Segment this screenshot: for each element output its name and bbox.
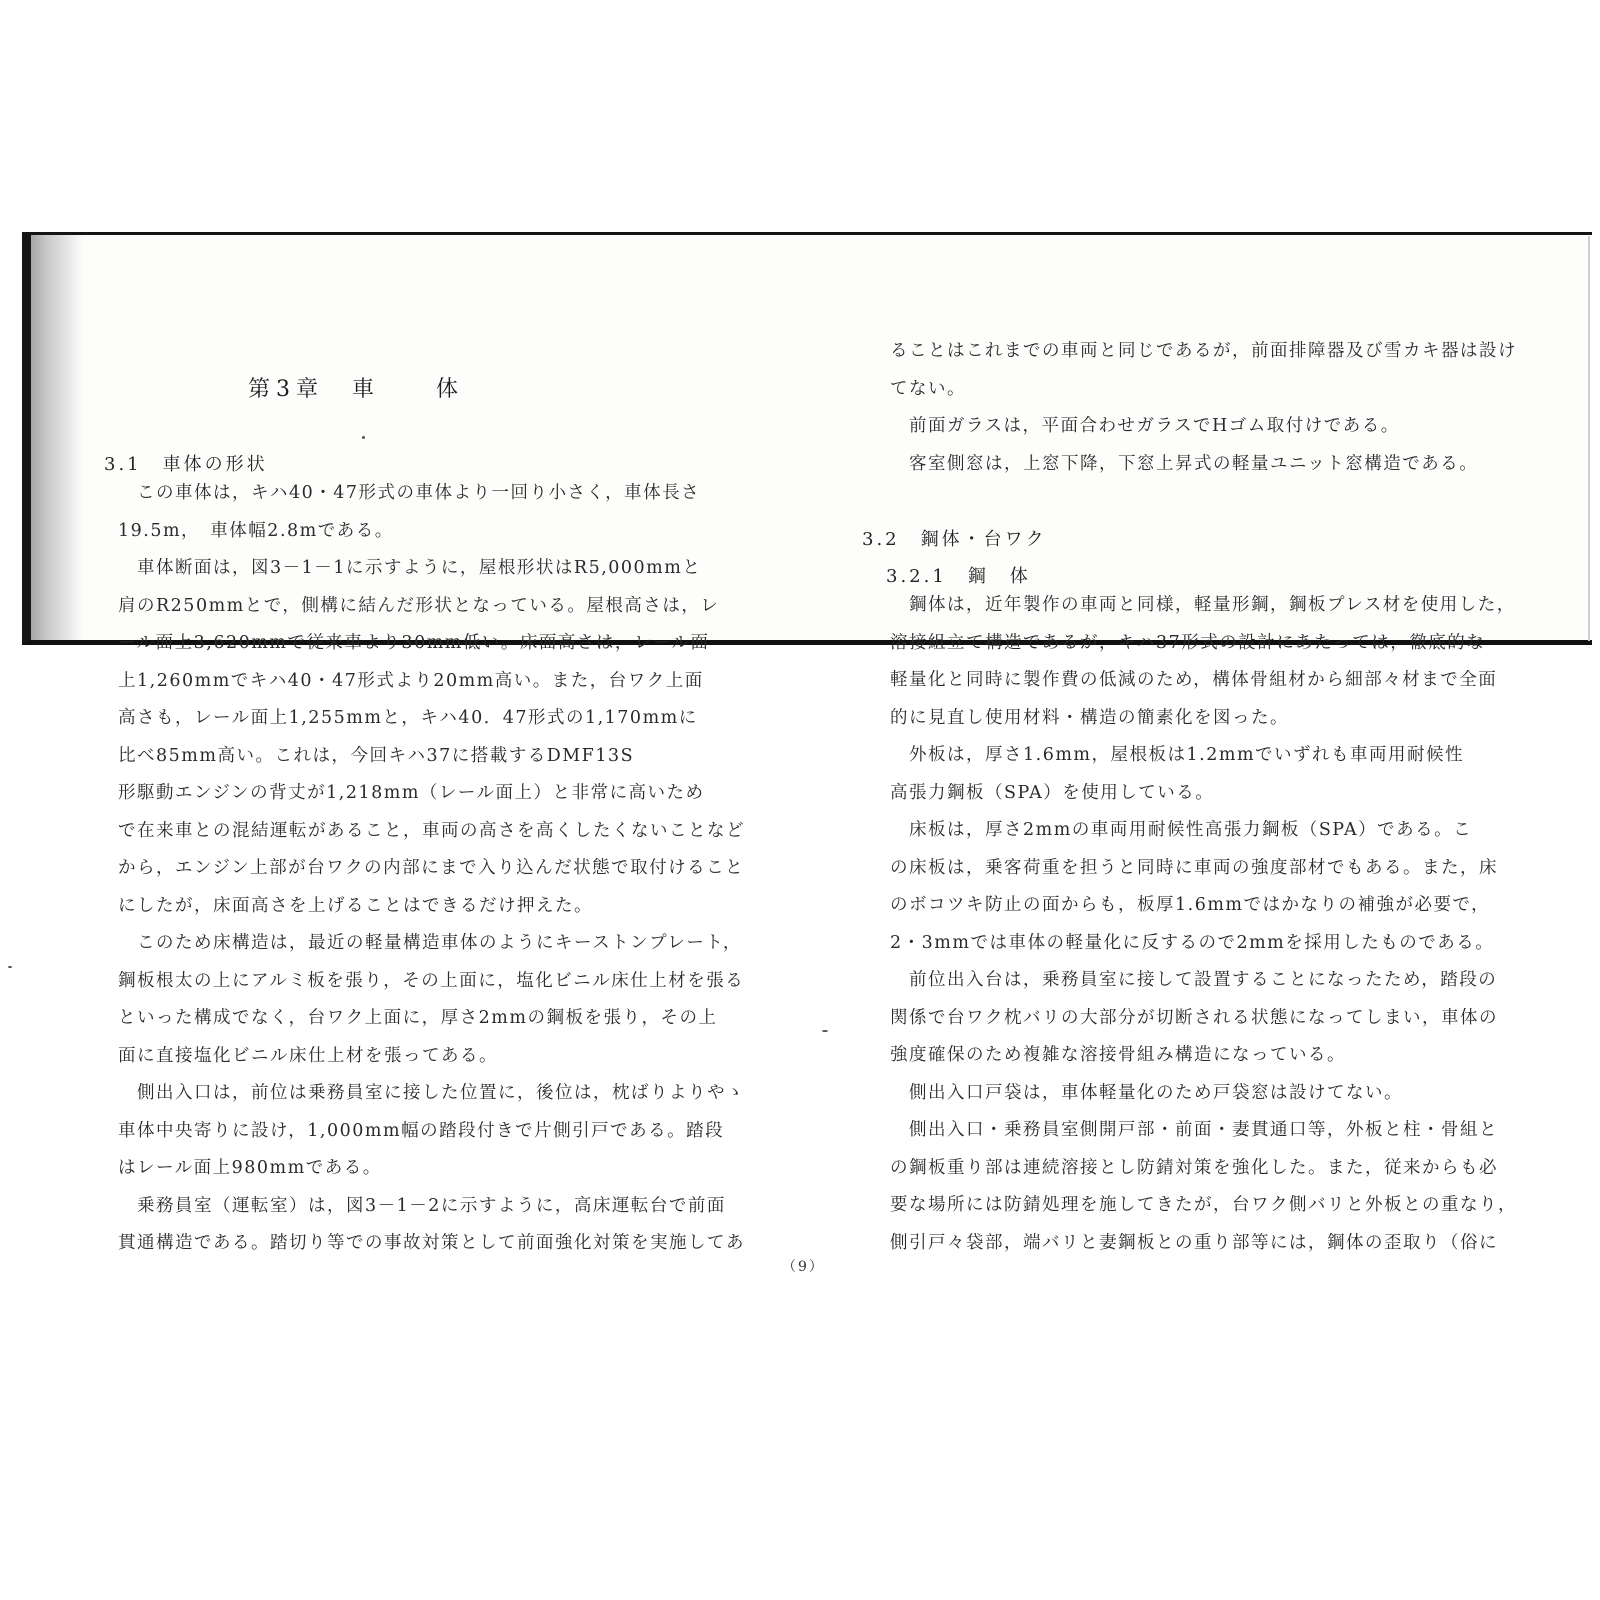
- text-line: 鋼板根太の上にアルミ板を張り，その上面に，塩化ビニル床仕上材を張る: [118, 970, 745, 991]
- text-line: 車体中央寄りに設け，1,000mm幅の踏段付きで片側引戸である。踏段: [118, 1120, 725, 1141]
- scan-speck: [362, 436, 365, 439]
- text-line: 側出入口戸袋は，車体軽量化のため戸袋窓は設けてない。: [890, 1082, 1403, 1103]
- text-line: 高さも，レール面上1,255mmと，キハ40．47形式の1,170mmに: [118, 708, 698, 728]
- left-page-body: [118, 475, 745, 1263]
- text-line: 的に見直し使用材料・構造の簡素化を図った。: [890, 707, 1289, 728]
- text-line: 前面ガラスは，平面合わせガラスでHゴム取付けである。: [890, 416, 1400, 436]
- chapter-title: 第3章 車 体: [248, 377, 464, 402]
- right-page-intro: [890, 333, 1517, 483]
- text-line: 貫通構造である。踏切り等での事故対策として前面強化対策を実施してあ: [118, 1233, 745, 1253]
- text-line: ることはこれまでの車両と同じであるが，前面排障器及び雪カキ器は設け: [890, 341, 1517, 361]
- text-line: 関係で台ワク枕バリの大部分が切断される状態になってしまい，車体の: [890, 1007, 1498, 1028]
- text-line: 要な場所には防錆処理を施してきたが，台ワク側バリと外板との重なり，: [890, 1195, 1517, 1215]
- page-number: （9）: [782, 1259, 825, 1275]
- text-line: で在来車との混結運転があること，車両の高さを高くしたくないことなど: [118, 820, 745, 841]
- page-edge: [1588, 236, 1590, 641]
- text-line: 客室側窓は，上窓下降，下窓上昇式の軽量ユニット窓構造である。: [890, 453, 1479, 474]
- text-line: 床板は，厚さ2mmの車両用耐候性高張力鋼板（SPA）である。こ: [890, 820, 1473, 840]
- subsection-title-3-2-1: 3.2.1 鋼 体: [886, 566, 1031, 587]
- text-line: 溶接組立て構造であるが，キハ37形式の設計にあたっては，徹底的な: [890, 632, 1486, 653]
- section-title-3-1: 3.1 車体の形状: [104, 454, 268, 475]
- text-line: てない。: [890, 378, 966, 399]
- text-line: 前位出入台は，乗務員室に接して設置することになったため，踏段の: [890, 970, 1498, 990]
- text-line: 19.5m， 車体幅2.8mである。: [118, 520, 394, 541]
- text-line: 上1,260mmでキハ40・47形式より20mm高い。また，台ワク上面: [118, 670, 704, 691]
- text-line: から，エンジン上部が台ワクの内部にまで入り込んだ状態で取付けること: [118, 858, 745, 878]
- text-line: 側出入口は，前位は乗務員室に接した位置に，後位は，枕ばりよりやゝ: [118, 1083, 745, 1103]
- text-line: このため床構造は，最近の軽量構造車体のようにキーストンプレート，: [118, 933, 742, 953]
- scan-speck: [8, 966, 12, 968]
- binding-shadow: [31, 235, 83, 640]
- text-line: ール面上3,620mmで従来車より30mm低い。床面高さは，レール面: [118, 633, 710, 653]
- text-line: 比べ85mm高い。これは，今回キハ37に搭載するDMF13S: [118, 745, 635, 766]
- text-line: はレール面上980mmである。: [118, 1158, 382, 1178]
- text-line: 面に直接塩化ビニル床仕上材を張ってある。: [118, 1045, 498, 1066]
- section-title-3-2: 3.2 鋼体・台ワク: [862, 529, 1047, 550]
- text-line: 側出入口・乗務員室側開戸部・前面・妻貫通口等，外板と柱・骨組と: [890, 1120, 1498, 1140]
- text-line: 高張力鋼板（SPA）を使用している。: [890, 782, 1215, 803]
- text-line: 外板は，厚さ1.6mm，屋根板は1.2mmでいずれも車両用耐候性: [890, 745, 1465, 765]
- text-line: 形駆動エンジンの背丈が1,218mm（レール面上）と非常に高いため: [118, 783, 705, 803]
- text-line: 側引戸々袋部，端バリと妻鋼板との重り部等には，鋼体の歪取り（俗に: [890, 1232, 1498, 1253]
- text-line: 軽量化と同時に製作費の低減のため，構体骨組材から細部々材まで全面: [890, 670, 1498, 690]
- text-line: 肩のR250mmとで，側構に結んだ形状となっている。屋根高さは，レ: [118, 595, 720, 616]
- text-line: この車体は，キハ40・47形式の車体より一回り小さく，車体長さ: [118, 483, 701, 503]
- scan-speck: [822, 1030, 828, 1032]
- text-line: 強度確保のため複雑な溶接骨組み構造になっている。: [890, 1045, 1346, 1065]
- text-line: 2・3mmでは車体の軽量化に反するので2mmを採用したものである。: [890, 932, 1495, 953]
- text-line: 車体断面は，図3－1－1に示すように，屋根形状はR5,000mmと: [118, 558, 702, 578]
- text-line: といった構成でなく，台ワク上面に，厚さ2mmの鋼板を張り，その上: [118, 1008, 718, 1028]
- text-line: 鋼体は，近年製作の車両と同様，軽量形鋼，鋼板プレス材を使用した，: [890, 595, 1516, 615]
- right-page-body: [890, 587, 1517, 1262]
- text-line: 乗務員室（運転室）は，図3－1－2に示すように，高床運転台で前面: [118, 1195, 726, 1216]
- text-line: の鋼板重り部は連続溶接とし防錆対策を強化した。また，従来からも必: [890, 1157, 1498, 1178]
- text-line: のボコツキ防止の面からも，板厚1.6mmではかなりの補強が必要で，: [890, 895, 1491, 915]
- text-line: にしたが，床面高さを上げることはできるだけ押えた。: [118, 895, 593, 916]
- text-line: の床板は，乗客荷重を担うと同時に車両の強度部材でもある。また，床: [890, 857, 1498, 878]
